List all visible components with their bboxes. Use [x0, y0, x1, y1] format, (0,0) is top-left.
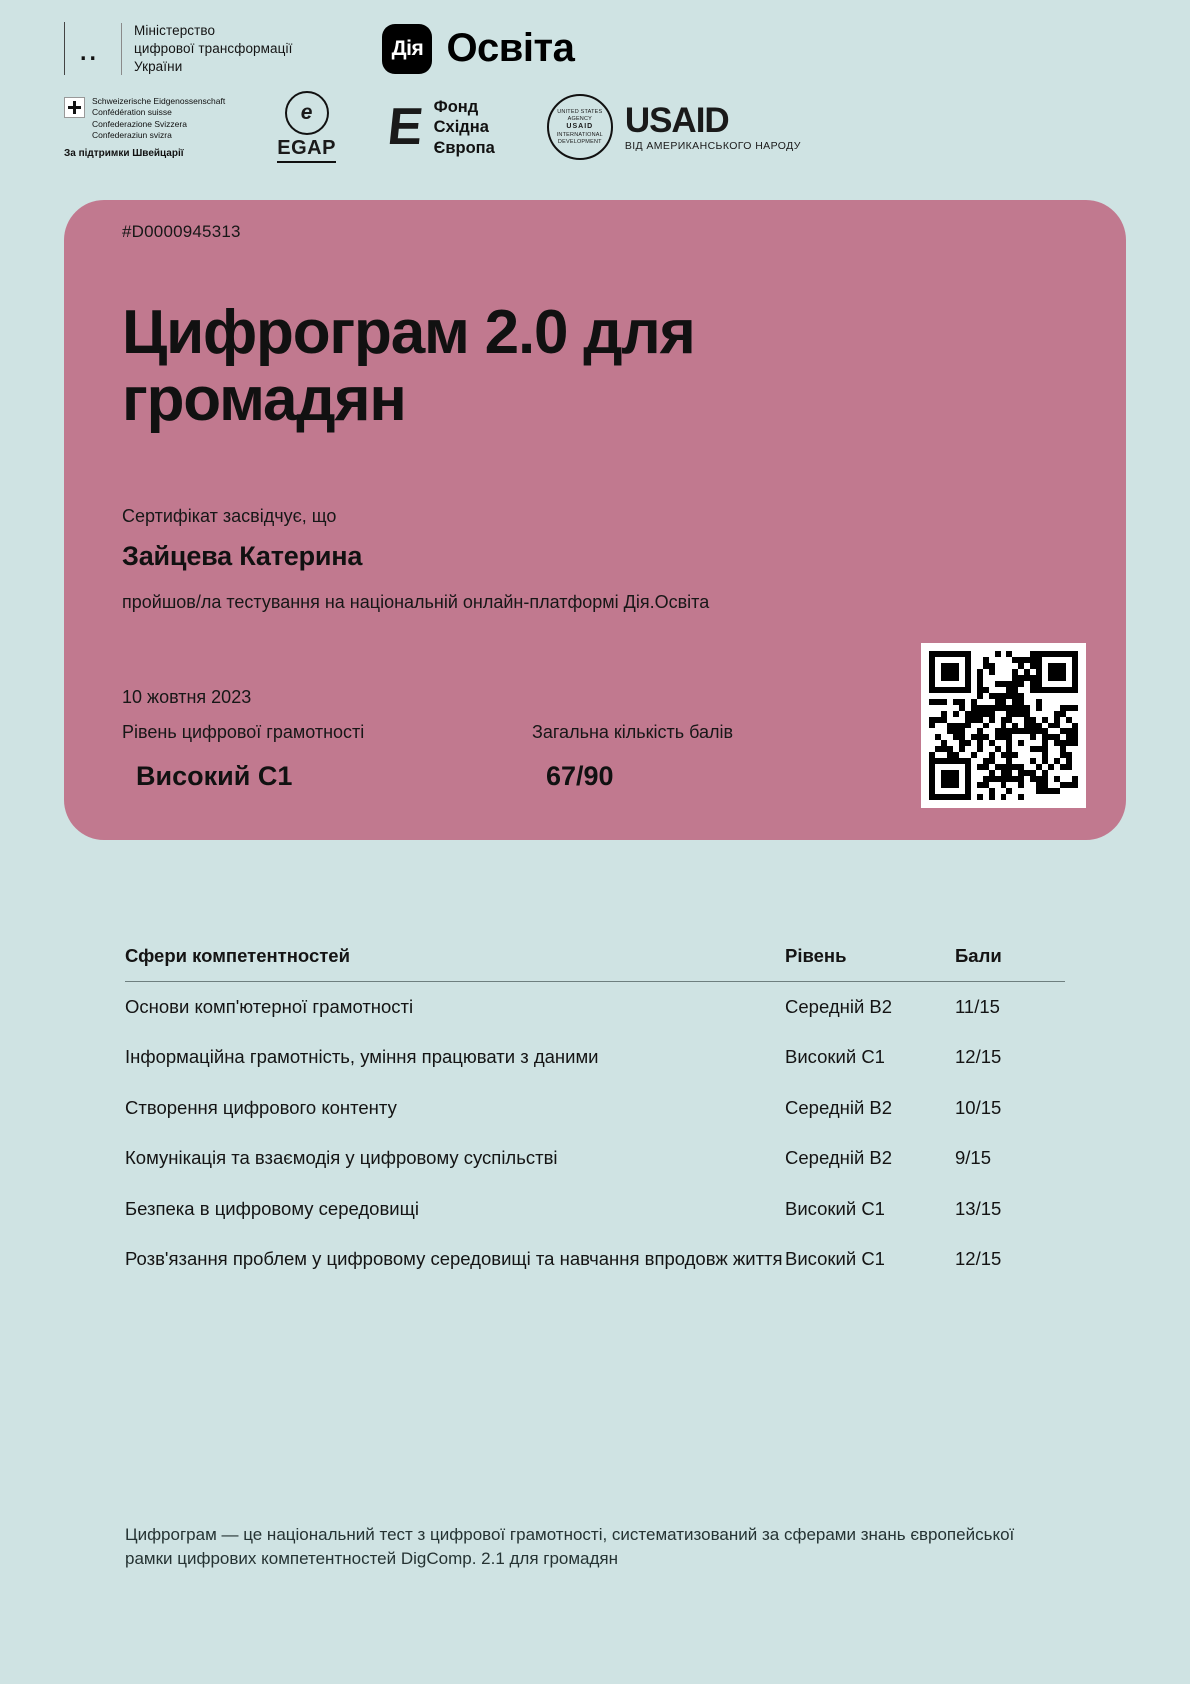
- certificate-level-value: Високий C1: [136, 761, 293, 792]
- swiss-line-1: Schweizerische Eidgenossenschaft: [92, 95, 226, 106]
- fse-logo-text: [434, 97, 495, 157]
- usaid-logo: [547, 94, 801, 160]
- ministry-line-2: цифрової трансформації: [134, 40, 293, 56]
- certificate-date: 10 жовтня 2023: [122, 687, 252, 708]
- cell-area: Безпека в цифровому середовищі: [125, 1197, 419, 1219]
- cell-level: Високий C1: [785, 1197, 885, 1219]
- trident-emblem-icon: ..: [65, 23, 122, 75]
- competences-table-wrap: [125, 945, 1065, 1284]
- cell-level: Середній B2: [785, 1147, 893, 1169]
- east-europe-foundation-logo: [384, 97, 495, 157]
- usaid-tagline: ВІД АМЕРИКАНСЬКОГО НАРОДУ: [624, 139, 801, 152]
- diia-badge-text: Дія: [391, 36, 424, 60]
- cell-score: 13/15: [955, 1197, 1002, 1219]
- cell-area: Розв'язання проблем у цифровому середовищі та навчання впродовж життя: [125, 1248, 783, 1270]
- usaid-logo-text: [624, 100, 801, 152]
- certificate-id: #D0000945313: [122, 222, 241, 241]
- egap-logo: [277, 91, 336, 163]
- usaid-wordmark: USAID: [624, 100, 729, 140]
- fse-mark-icon: E: [384, 98, 426, 157]
- swiss-confederation-logo: [64, 96, 225, 159]
- osvita-wordmark: Освіта: [446, 26, 575, 71]
- ministry-line-1: Міністерство: [134, 23, 216, 38]
- swiss-logo-text: [92, 96, 225, 142]
- swiss-line-2: Confédération suisse: [92, 107, 172, 118]
- certificate-title: Цифрограм 2.0 для громадян: [122, 298, 695, 434]
- usaid-seal-center: USAID: [566, 123, 594, 131]
- column-header-score: Бали: [955, 945, 1065, 982]
- certificate-description: пройшов/ла тестування на національній онлайн-платформі Дія.Освіта: [122, 591, 710, 612]
- table-row: [125, 982, 1065, 1033]
- cell-level: Середній B2: [785, 1096, 893, 1118]
- certificate-holder-name: Зайцева Катерина: [122, 540, 363, 571]
- ministry-logo: [64, 22, 292, 75]
- cell-score: 9/15: [955, 1147, 992, 1169]
- certificate-score-label: Загальна кількість балів: [532, 722, 734, 743]
- egap-wordmark: EGAP: [277, 137, 336, 163]
- column-header-area: Сфери компетентностей: [125, 945, 785, 982]
- table-row: [125, 1133, 1065, 1183]
- cell-level: Середній B2: [785, 996, 893, 1017]
- cell-area: Створення цифрового контенту: [125, 1096, 397, 1118]
- ministry-logo-text: [134, 22, 292, 75]
- diia-osvita-logo: [382, 24, 574, 74]
- cell-area: Основи комп'ютерної грамотності: [125, 996, 414, 1017]
- certificate-level-metric: [122, 722, 532, 792]
- cell-level: Високий C1: [785, 1248, 885, 1270]
- diia-badge-icon: [382, 24, 432, 74]
- column-header-level: Рівень: [785, 945, 955, 982]
- table-row: [125, 1184, 1065, 1234]
- swiss-support-text: За підтримки Швейцарії: [64, 147, 184, 159]
- swiss-line-4: Confederaziun svizra: [92, 130, 172, 141]
- cell-area: Інформаційна грамотність, уміння працювати з даними: [125, 1046, 599, 1068]
- ministry-line-3: України: [134, 58, 183, 74]
- certificate-attests-label: Сертифікат засвідчує, що: [122, 505, 337, 526]
- header-logos-row-partners: [0, 75, 1190, 163]
- swiss-line-3: Confederazione Svizzera: [92, 118, 187, 129]
- cell-area: Комунікація та взаємодія у цифровому суспільстві: [125, 1147, 558, 1169]
- egap-circle-icon: e: [285, 91, 329, 135]
- cell-score: 12/15: [955, 1046, 1002, 1068]
- usaid-seal-bottom: INTERNATIONAL DEVELOPMENT: [556, 131, 603, 145]
- table-row: [125, 1032, 1065, 1082]
- qr-code-icon: [921, 643, 1086, 808]
- competences-table: [125, 945, 1065, 1284]
- footer-note: Цифрограм — це національний тест з цифрової грамотності, систематизований за сферами знань європейської рамки цифрових компетентностей DigComp. 2.1 для громадян: [125, 1524, 1015, 1569]
- table-row: [125, 1083, 1065, 1133]
- usaid-seal-icon: [547, 94, 613, 160]
- table-row: [125, 1234, 1065, 1284]
- cell-score: 11/15: [955, 996, 1000, 1017]
- header-logos-row-primary: [0, 0, 1190, 75]
- certificate-score-metric: [532, 722, 733, 792]
- certificate-score-value: 67/90: [546, 761, 614, 792]
- cell-level: Високий C1: [785, 1046, 885, 1068]
- swiss-flag-icon: [64, 97, 85, 118]
- fse-line-2: Східна: [433, 118, 489, 137]
- cell-score: 12/15: [955, 1248, 1002, 1270]
- fse-line-3: Європа: [433, 138, 495, 157]
- fse-line-1: Фонд: [433, 98, 479, 117]
- usaid-seal-top: UNITED STATES AGENCY: [557, 109, 603, 123]
- cell-score: 10/15: [955, 1096, 1002, 1118]
- table-header-row: [125, 945, 1065, 982]
- certificate-level-label: Рівень цифрової грамотності: [122, 722, 365, 743]
- certificate-card: [64, 200, 1126, 840]
